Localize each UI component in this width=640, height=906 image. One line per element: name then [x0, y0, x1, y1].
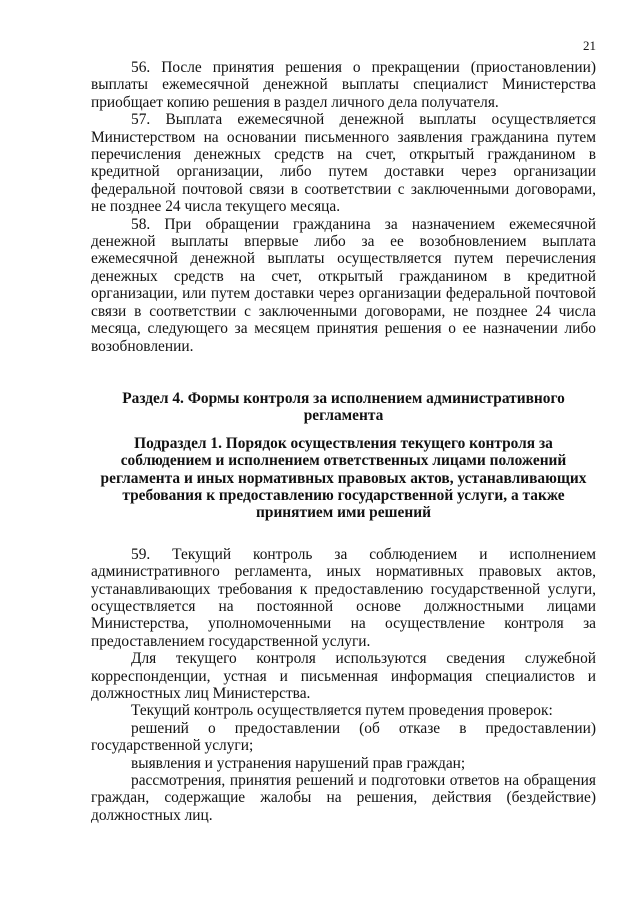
list-item-violations: выявления и устранения нарушений прав граждан;: [131, 754, 466, 772]
paragraph-control-method: Текущий контроль осуществляется путем проведения проверок:: [131, 702, 553, 720]
subsection-title: Подраздел 1. Порядок осуществления текущего контроля за соблюдением и исполнением ответственных лицами положений регламента и иных нормативных правовых актов, устанавливающих требования к предоставлению государственной услуги, а также принятием ими решений: [100, 434, 587, 522]
paragraph-57: 57. Выплата ежемесячной денежной выплаты осуществляется Министерством на основании письменного заявления гражданина путем перечисления денежных средств на счет, открытый гражданином в кредитной организации, либо путем доставки через организации федеральной почтовой связи в соответствии с заключенными договорами, не позднее 24 числа текущего месяца.: [91, 111, 596, 216]
paragraph-control-sources: Для текущего контроля используются сведения служебной корреспонденции, устная и письменная информация специалистов и должностных лиц Министерства.: [91, 650, 596, 702]
paragraph-58: 58. При обращении гражданина за назначением ежемесячной денежной выплаты впервые либо за ее возобновлением выплата ежемесячной денежной выплаты осуществляется путем перечисления денежных средств на счет, открытый гражданином в кредитной организации, или путем доставки через организации федеральной почтовой связи в соответствии с заключенными договорами, не позднее 24 числа месяца, следующего за месяцем принятия решения о ее назначении либо возобновлении.: [91, 215, 596, 355]
document-page: [91, 0, 596, 906]
document-body: [91, 59, 596, 824]
paragraph-56: 56. После принятия решения о прекращении (приостановлении) выплаты ежемесячной денежной выплаты специалист Министерства приобщает копию решения в раздел личного дела получателя.: [91, 59, 596, 111]
section-title: Раздел 4. Формы контроля за исполнением административного регламента: [122, 389, 565, 425]
page-number: 21: [583, 38, 596, 53]
paragraph-59: 59. Текущий контроль за соблюдением и исполнением административного регламента, иных нормативных правовых актов, устанавливающих требования к предоставлению государственной услуги, осуществляется на постоянной основе должностными лицами Министерства, уполномоченными на осуществление контроля за предоставлением государственной услуги.: [91, 545, 596, 650]
list-item-decisions: решений о предоставлении (об отказе в предоставлении) государственной услуги;: [91, 719, 596, 755]
list-item-complaints: рассмотрения, принятия решений и подготовки ответов на обращения граждан, содержащие жалобы на решения, действия (бездействие) должностных лиц.: [91, 772, 596, 824]
